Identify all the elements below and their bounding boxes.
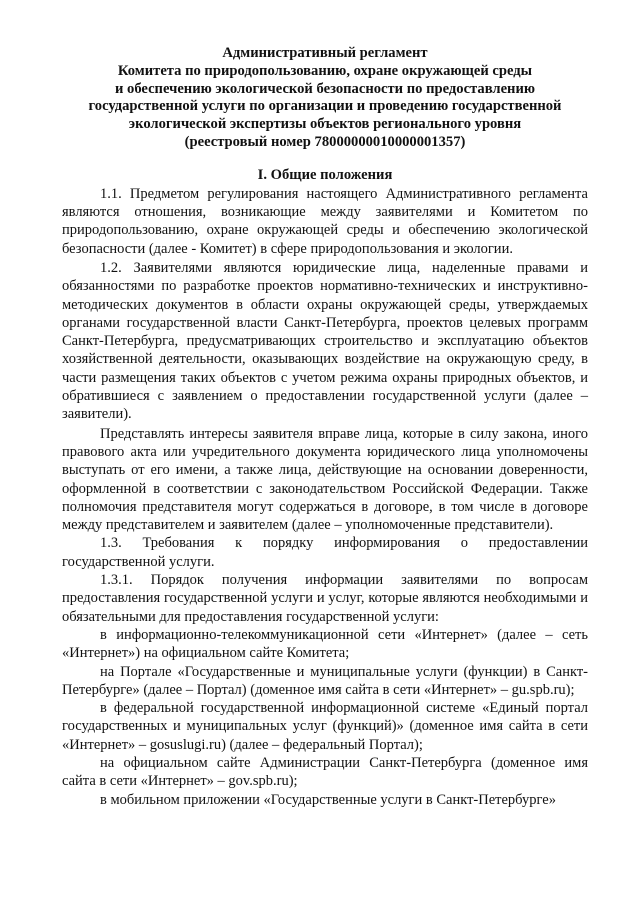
paragraph-internet-site: в информационно-телекоммуникационной сети «Интернет» (далее – сеть «Интернет») на официальном сайте Комитета; [62, 626, 588, 662]
paragraph-administration-site: на официальном сайте Администрации Санкт-Петербурга (доменное имя сайта в сети «Интернет» – gov.spb.ru); [62, 754, 588, 790]
title-line: экологической экспертизы объектов регионального уровня [128, 116, 522, 133]
document-body [62, 185, 588, 809]
paragraph-1-3: 1.3. Требования к порядку информирования о предоставлении государственной услуги. [62, 535, 588, 570]
paragraph-representatives: Представлять интересы заявителя вправе лица, которые в силу закона, иного правового акта или учредительного документа юридического лица уполномочены выступать от его имени, а также лица, действующие на основании доверенности, оформленной в соответствии с законодательством Российской Федерации. Также полномочия представителя могут содержаться в договоре, в том числе в договоре между представителем и заявителем (далее – уполномоченные представители). [62, 425, 588, 534]
section-heading: I. Общие положения [257, 166, 393, 183]
title-line: и обеспечению экологической безопасности по предоставлению [114, 80, 536, 97]
document-title [62, 45, 588, 152]
paragraph-federal-portal: в федеральной государственной информационной системе «Единый портал государственных и муниципальных услуг (функций)» (доменное имя сайта в сети «Интернет» – gosuslugi.ru) (далее – федеральный Портал); [62, 700, 588, 753]
paragraph-1-3-1: 1.3.1. Порядок получения информации заявителями по вопросам предоставления государственной услуги и услуг, которые являются необходимыми и обязательными для предоставления государственной услуги: [62, 572, 588, 625]
title-line: Комитета по природопользованию, охране окружающей среды [117, 62, 533, 79]
title-line: государственной услуги по организации и проведению государственной [88, 98, 562, 115]
registry-number: (реестровый номер 78000000010000001357) [184, 133, 466, 150]
paragraph-portal: на Портале «Государственные и муниципальные услуги (функции) в Санкт-Петербурге» (далее – Портал) (доменное имя сайта в сети «Интернет» – gu.spb.ru); [62, 663, 588, 698]
title-line: Административный регламент [222, 45, 428, 61]
paragraph-1-1: 1.1. Предметом регулирования настоящего Административного регламента являются отношения, возникающие между заявителями и Комитетом по природопользованию, охране окружающей среды и обеспечению экологической безопасности (далее - Комитет) в сфере природопользования и экологии. [62, 185, 588, 257]
paragraph-1-2: 1.2. Заявителями являются юридические лица, наделенные правами и обязанностями по разработке проектов нормативно-технических и инструктивно-методических документов в области охраны окружающей среды, утверждаемых органами государственной власти Санкт-Петербурга, проектов целевых программ Санкт-Петербурга, предусматривающих строительство и эксплуатацию объектов хозяйственной деятельности, оказывающих воздействие на окружающую среду, в части размещения таких объектов с учетом режима охраны природных объектов, и обратившиеся с заявлением о предоставлении государственной услуги (далее – заявители). [62, 259, 588, 423]
paragraph-mobile-app: в мобильном приложении «Государственные услуги в Санкт-Петербурге» [100, 791, 556, 808]
